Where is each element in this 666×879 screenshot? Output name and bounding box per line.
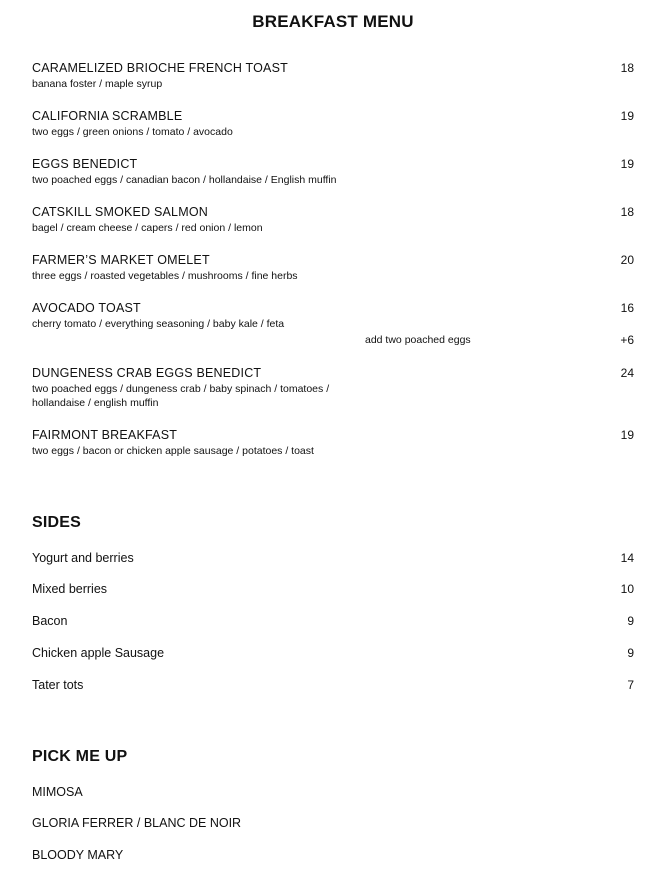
item-name: CARAMELIZED BRIOCHE FRENCH TOAST xyxy=(32,61,288,75)
item-name: AVOCADO TOAST xyxy=(32,301,141,315)
side-item-name: Bacon xyxy=(32,614,68,628)
side-item-price: 9 xyxy=(627,646,634,660)
item-name: DUNGENESS CRAB EGGS BENEDICT xyxy=(32,366,262,380)
side-item xyxy=(32,646,634,661)
menu-item xyxy=(32,109,634,139)
drink-item-name: MIMOSA xyxy=(32,785,83,799)
menu-item xyxy=(32,253,634,283)
side-item-price: 10 xyxy=(620,582,634,596)
addon-label: add two poached eggs xyxy=(365,334,471,346)
item-price: 19 xyxy=(620,157,634,171)
side-item-name: Tater tots xyxy=(32,678,84,692)
side-item-price: 9 xyxy=(627,614,634,628)
menu-item xyxy=(32,157,634,187)
item-name: FAIRMONT BREAKFAST xyxy=(32,428,178,442)
item-price: 24 xyxy=(620,366,634,380)
side-item-name: Chicken apple Sausage xyxy=(32,646,165,660)
item-description: two eggs / bacon or chicken apple sausage / potatoes / toast xyxy=(32,445,314,457)
menu-item xyxy=(32,366,634,410)
side-item xyxy=(32,678,634,693)
item-name: CALIFORNIA SCRAMBLE xyxy=(32,109,183,123)
item-description: two poached eggs / canadian bacon / hollandaise / English muffin xyxy=(32,174,337,186)
menu-item xyxy=(32,301,634,331)
item-price: 19 xyxy=(620,428,634,442)
item-name: FARMER’S MARKET OMELET xyxy=(32,253,210,267)
item-name: EGGS BENEDICT xyxy=(32,157,138,171)
drink-item xyxy=(32,785,634,800)
drink-item-name: GLORIA FERRER / BLANC DE NOIR xyxy=(32,816,242,830)
addon-price: +6 xyxy=(620,333,634,347)
item-price: 18 xyxy=(620,205,634,219)
item-description: three eggs / roasted vegetables / mushrooms / fine herbs xyxy=(32,270,298,282)
menu-item xyxy=(32,61,634,91)
drink-item xyxy=(32,816,634,831)
item-description: bagel / cream cheese / capers / red onion / lemon xyxy=(32,222,263,234)
item-name: CATSKILL SMOKED SALMON xyxy=(32,205,208,219)
item-price: 20 xyxy=(620,253,634,267)
menu-item xyxy=(32,205,634,235)
item-description: two poached eggs / dungeness crab / baby spinach / tomatoes / hollandaise / english muffin xyxy=(32,383,330,409)
drink-item-name: BLOODY MARY xyxy=(32,848,124,862)
section-heading-pick-me-up: PICK ME UP xyxy=(32,748,128,765)
side-item xyxy=(32,551,634,566)
menu-title: BREAKFAST MENU xyxy=(252,12,414,31)
side-item-name: Yogurt and berries xyxy=(32,551,134,565)
item-description: cherry tomato / everything seasoning / baby kale / feta xyxy=(32,318,285,330)
item-description: two eggs / green onions / tomato / avocado xyxy=(32,126,233,138)
side-item-name: Mixed berries xyxy=(32,582,108,596)
menu-item xyxy=(32,428,634,458)
side-item xyxy=(32,582,634,597)
item-description: banana foster / maple syrup xyxy=(32,78,163,90)
item-price: 19 xyxy=(620,109,634,123)
section-heading-sides: SIDES xyxy=(32,514,82,531)
side-item-price: 14 xyxy=(620,551,634,565)
drink-item xyxy=(32,848,634,863)
side-item-price: 7 xyxy=(627,678,634,692)
item-price: 18 xyxy=(620,61,634,75)
item-price: 16 xyxy=(620,301,634,315)
side-item xyxy=(32,614,634,629)
